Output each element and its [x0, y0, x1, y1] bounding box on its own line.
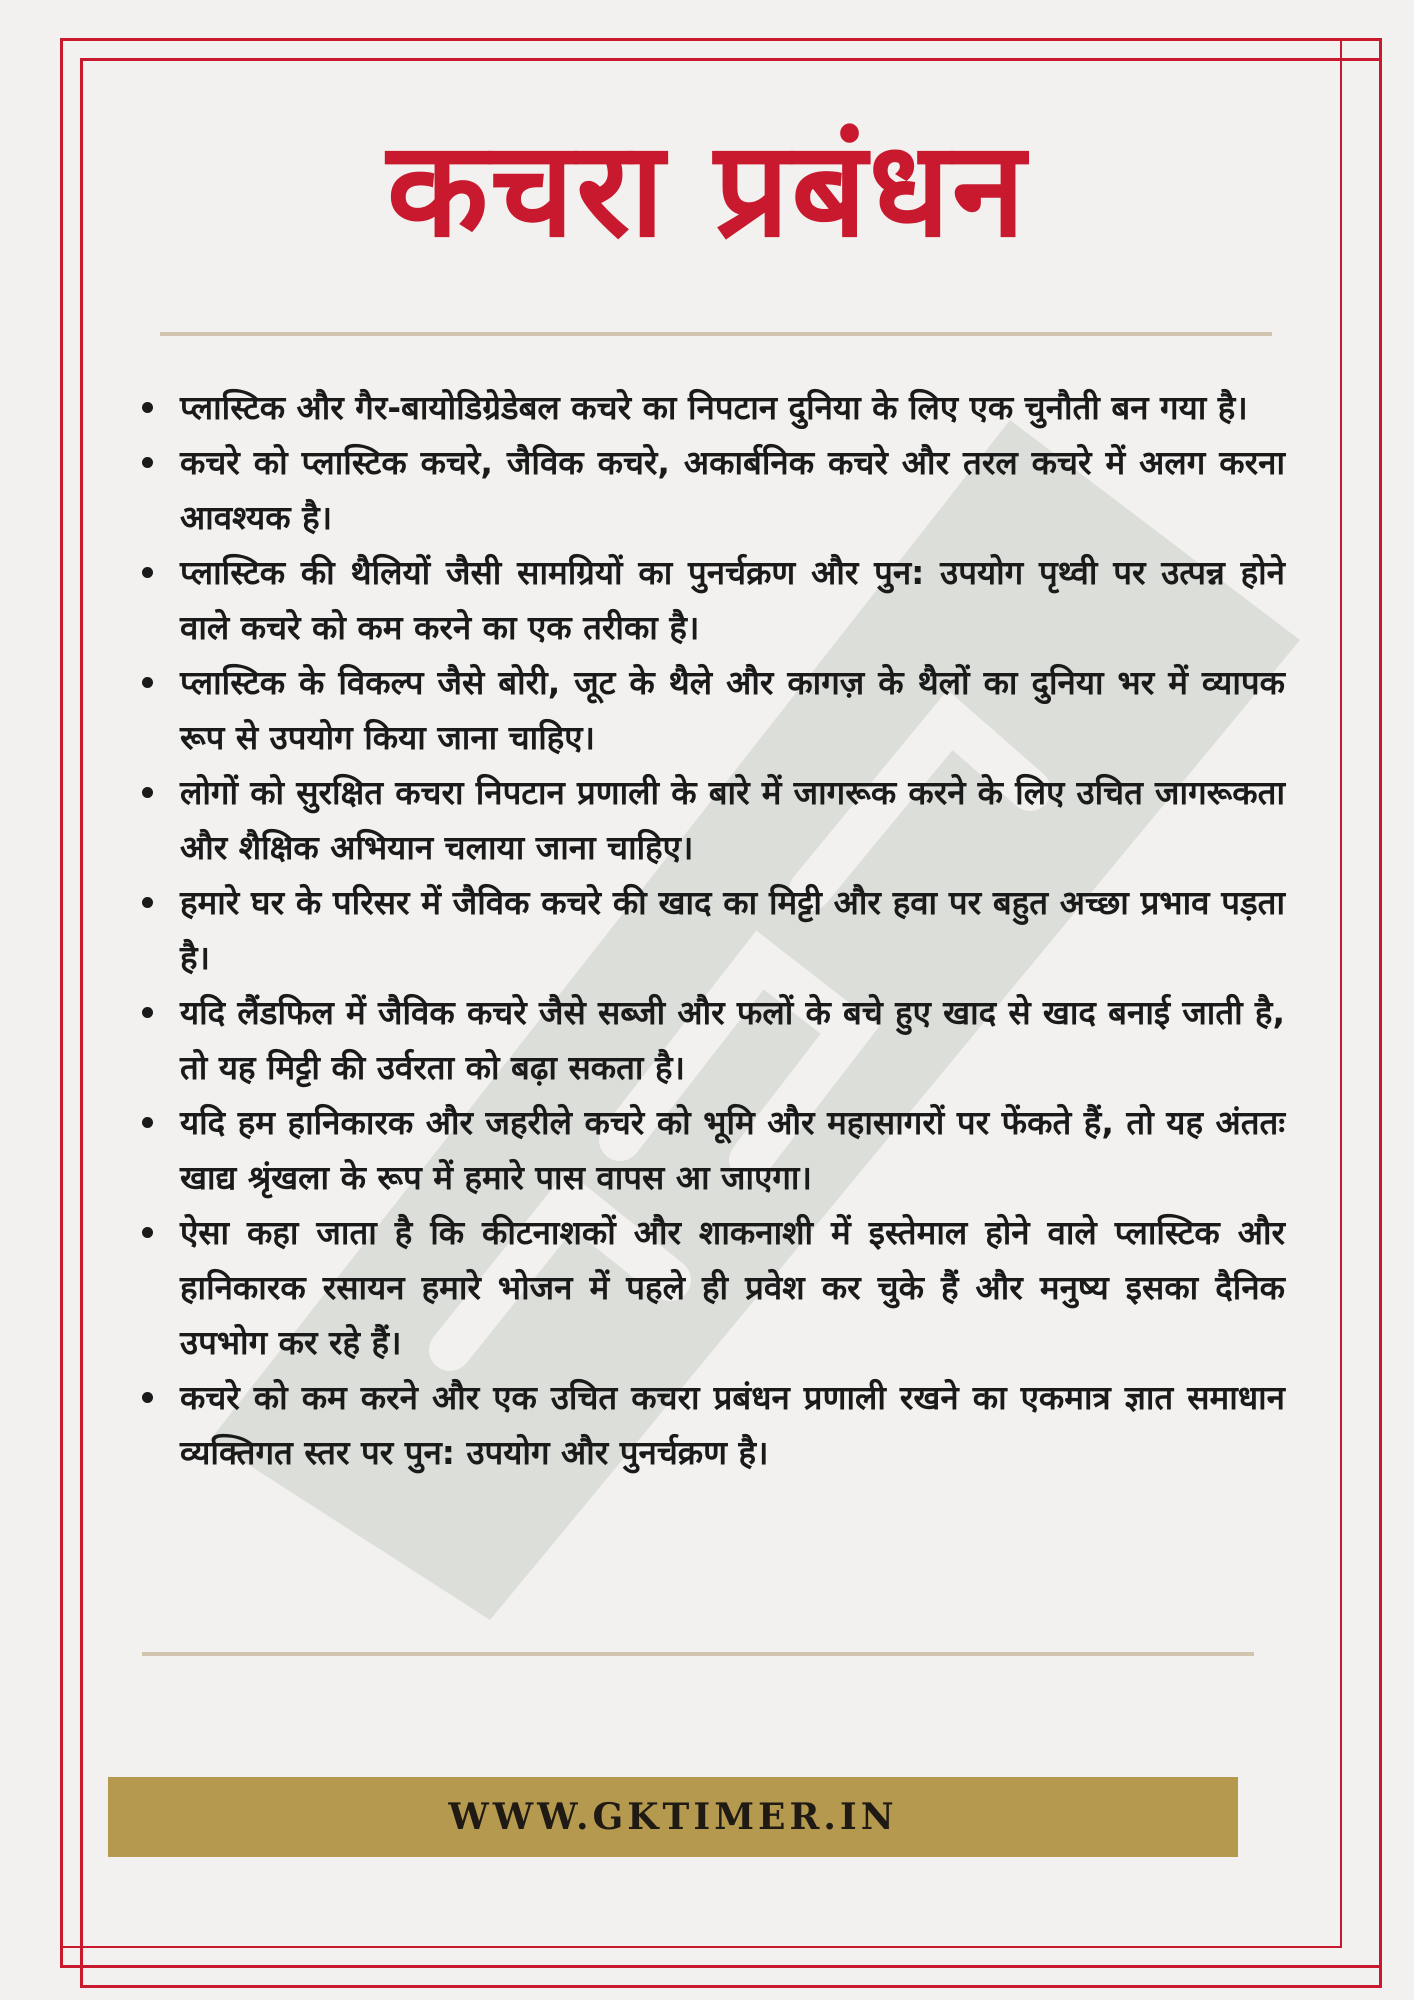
list-item-text: यदि हम हानिकारक और जहरीले कचरे को भूमि और महासागरों पर फेंकते हैं, तो यह अंततः खाद्य श्रृंखला के रूप में हमारे पास वापस आ जाएगा।: [180, 1103, 1285, 1197]
bullet-icon: [142, 402, 153, 413]
list-item: [140, 765, 1285, 875]
bullet-icon: [142, 897, 153, 908]
page-title: कचरा प्रबंधन: [386, 113, 1028, 267]
footer-banner: [108, 1777, 1238, 1857]
list-item: [140, 1370, 1285, 1480]
bottom-divider: [142, 1652, 1254, 1656]
footer-website: WWW.GKTIMER.IN: [448, 1796, 898, 1838]
list-item: [140, 1095, 1285, 1205]
list-item-text: प्लास्टिक और गैर-बायोडिग्रेडेबल कचरे का निपटान दुनिया के लिए एक चुनौती बन गया है।: [180, 388, 1248, 427]
list-item-text: कचरे को कम करने और एक उचित कचरा प्रबंधन प्रणाली रखने का एकमात्र ज्ञात समाधान व्यक्तिगत स्तर पर पुन: उपयोग और पुनर्चक्रण है।: [180, 1378, 1285, 1472]
top-divider: [160, 332, 1272, 336]
bullet-icon: [142, 567, 153, 578]
list-item-text: ऐसा कहा जाता है कि कीटनाशकों और शाकनाशी में इस्तेमाल होने वाले प्लास्टिक और हानिकारक रसायन हमारे भोजन में पहले ही प्रवेश कर चुके हैं और मनुष्य इसका दैनिक उपभोग कर रहे हैं।: [180, 1213, 1285, 1362]
list-item: [140, 985, 1285, 1095]
list-item: [140, 545, 1285, 655]
bullet-icon: [142, 787, 153, 798]
list-item-text: प्लास्टिक के विकल्प जैसे बोरी, जूट के थैले और कागज़ के थैलों का दुनिया भर में व्यापक रूप से उपयोग किया जाना चाहिए।: [180, 663, 1285, 757]
list-item: [140, 875, 1285, 985]
bullet-icon: [142, 677, 153, 688]
list-item-text: हमारे घर के परिसर में जैविक कचरे की खाद का मिट्टी और हवा पर बहुत अच्छा प्रभाव पड़ता है।: [180, 883, 1285, 977]
list-item: [140, 1205, 1285, 1370]
list-item: [140, 435, 1285, 545]
bullet-list: [140, 380, 1285, 1480]
list-item-text: प्लास्टिक की थैलियों जैसी सामग्रियों का पुनर्चक्रण और पुन: उपयोग पृथ्वी पर उत्पन्न होने वाले कचरे को कम करने का एक तरीका है।: [180, 553, 1285, 647]
list-item-text: यदि लैंडफिल में जैविक कचरे जैसे सब्जी और फलों के बचे हुए खाद से खाद बनाई जाती है, तो यह मिट्टी की उर्वरता को बढ़ा सकता है।: [180, 993, 1285, 1087]
list-item: [140, 655, 1285, 765]
list-item-text: कचरे को प्लास्टिक कचरे, जैविक कचरे, अकार्बनिक कचरे और तरल कचरे में अलग करना आवश्यक है।: [180, 443, 1285, 537]
bullet-icon: [142, 1392, 153, 1403]
bullet-icon: [142, 1007, 153, 1018]
list-item-text: लोगों को सुरक्षित कचरा निपटान प्रणाली के बारे में जागरूक करने के लिए उचित जागरूकता और शैक्षिक अभियान चलाया जाना चाहिए।: [180, 773, 1285, 867]
bullet-icon: [142, 457, 153, 468]
list-item: [140, 380, 1285, 435]
bullet-icon: [142, 1227, 153, 1238]
bullet-icon: [142, 1117, 153, 1128]
